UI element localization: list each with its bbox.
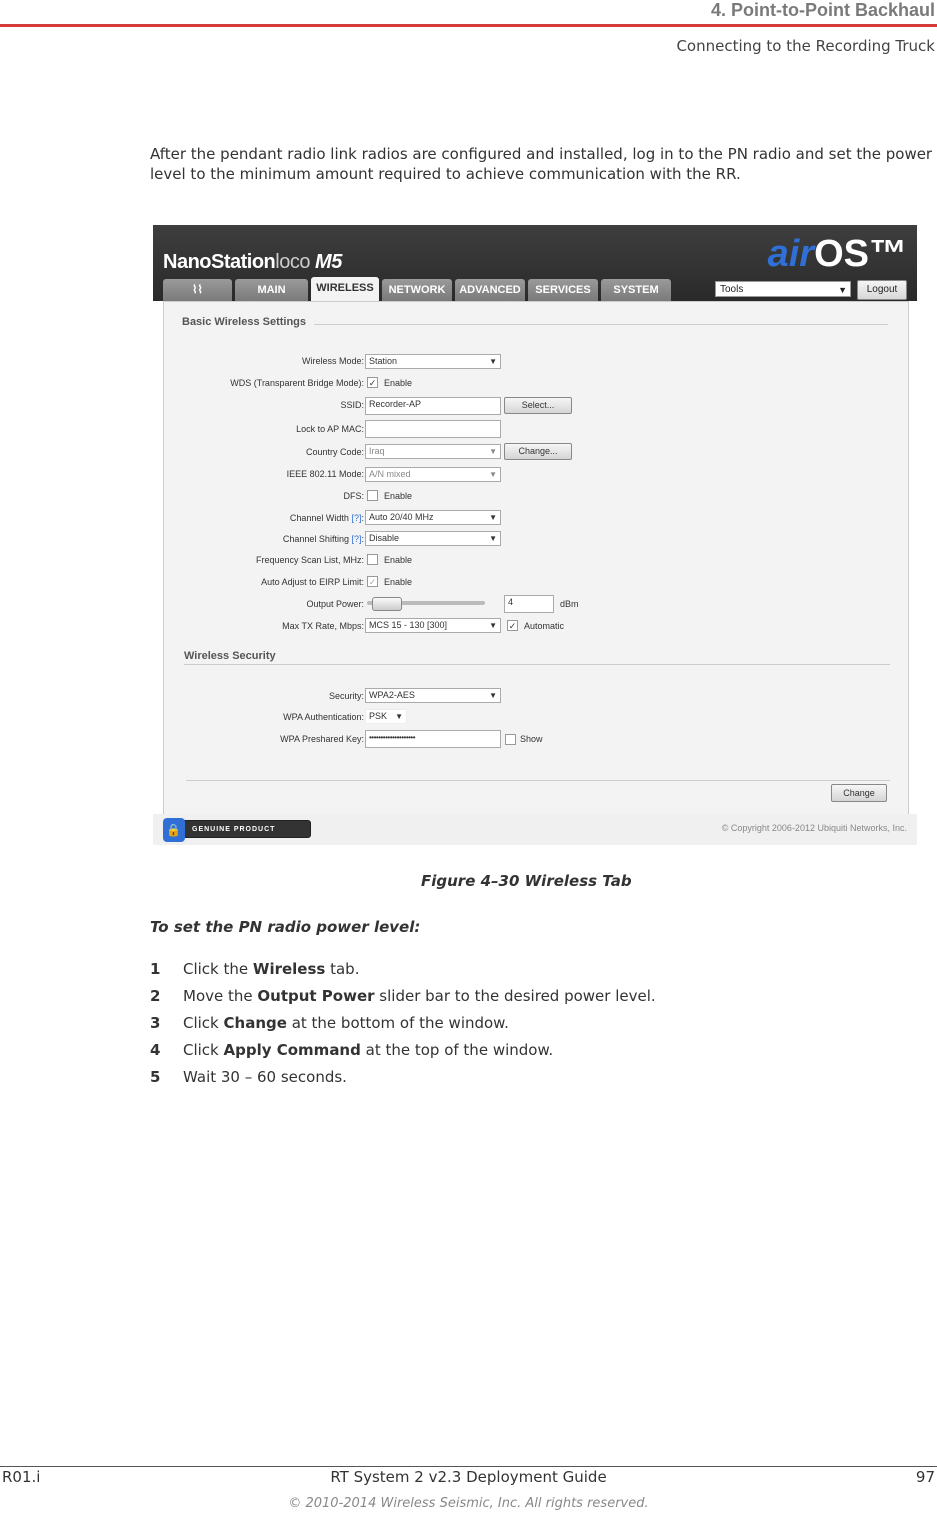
wireless-mode-select[interactable]: [365, 354, 501, 369]
lock-icon: 🔒: [163, 818, 185, 842]
section-title: Connecting to the Recording Truck: [676, 37, 935, 55]
freq-scan-label: Frequency Scan List, MHz:: [255, 555, 364, 565]
step-text-bold: Wireless: [252, 960, 326, 978]
step-text: [183, 960, 359, 978]
airos-footer: [153, 814, 917, 845]
ieee-mode-value: A/N mixed: [369, 469, 411, 479]
chapter-title: 4. Point-to-Point Backhaul: [710, 0, 935, 20]
section-divider: [184, 664, 890, 665]
brand-logo: [163, 251, 342, 274]
ssid-label: SSID:: [340, 400, 364, 410]
change-button[interactable]: Change: [831, 784, 887, 802]
dfs-label: DFS:: [343, 491, 364, 501]
wireless-security-title: Wireless Security: [184, 650, 276, 662]
max-tx-value: MCS 15 - 130 [300]: [369, 620, 448, 630]
max-tx-auto-checkbox[interactable]: ✓: [508, 621, 517, 631]
chevron-down-icon: ▼: [838, 285, 847, 295]
channel-width-value: Auto 20/40 MHz: [369, 512, 434, 522]
step-text-pre: Click the: [183, 960, 253, 978]
step-text-bold: Apply Command: [223, 1041, 361, 1059]
channel-width-text: Channel Width: [289, 513, 349, 523]
wpa-key-label: WPA Preshared Key:: [280, 734, 364, 744]
wireless-settings-panel: [163, 301, 909, 816]
chevron-down-icon: ▼: [489, 357, 497, 366]
tab-wireless[interactable]: WIRELESS: [311, 277, 379, 301]
airos-logo-air: air: [767, 233, 815, 275]
step-text-pre: Click: [183, 1041, 224, 1059]
footer-copyright: © 2010-2014 Wireless Seismic, Inc. All rights reserved.: [288, 1496, 649, 1511]
ssid-select-button[interactable]: Select...: [504, 397, 572, 414]
tab-system[interactable]: SYSTEM: [601, 279, 671, 301]
airos-logo: [768, 233, 907, 276]
channel-shifting-text: Channel Shifting: [282, 534, 349, 544]
max-tx-select[interactable]: [365, 618, 501, 633]
chevron-down-icon: ▼: [489, 534, 497, 543]
step-text-pre: Click: [183, 1014, 224, 1032]
wpa-auth-select[interactable]: [365, 709, 407, 724]
dfs-check-label: Enable: [384, 491, 413, 501]
page-number: 97: [915, 1468, 935, 1486]
step-text: [183, 1014, 509, 1032]
step-text: [183, 987, 656, 1005]
freq-scan-checkbox[interactable]: [367, 554, 378, 565]
wds-check-label: Enable: [384, 378, 413, 388]
max-tx-auto-label: Automatic: [524, 621, 565, 631]
country-value: Iraq: [369, 446, 385, 456]
step-text-post: slider bar to the desired power level.: [374, 987, 656, 1005]
auto-eirp-checkbox[interactable]: ✓: [368, 577, 377, 587]
channel-width-help: [?]: [351, 513, 362, 523]
country-label: Country Code:: [305, 447, 364, 457]
country-change-button[interactable]: Change...: [504, 443, 572, 460]
output-power-unit: dBm: [560, 599, 579, 609]
wireless-mode-label: Wireless Mode:: [301, 356, 364, 366]
basic-wireless-title: Basic Wireless Settings: [182, 316, 307, 328]
tab-network[interactable]: NETWORK: [382, 279, 452, 301]
step-number: 2: [150, 987, 161, 1005]
step-number: 1: [150, 960, 161, 978]
step-text: [183, 1068, 347, 1086]
tab-main[interactable]: MAIN: [235, 279, 308, 301]
wpa-key-show-checkbox[interactable]: [505, 734, 516, 745]
channel-shifting-help: [?]: [351, 534, 362, 544]
output-power-slider-thumb[interactable]: [372, 597, 402, 611]
tab-services[interactable]: SERVICES: [528, 279, 598, 301]
channel-width-select[interactable]: [365, 510, 501, 525]
security-select[interactable]: [365, 688, 501, 703]
step-text-post: at the bottom of the window.: [286, 1014, 509, 1032]
chevron-down-icon: ▼: [395, 712, 403, 721]
intro-paragraph: After the pendant radio link radios are configured and installed, log in to the PN radio and set the power level to the minimum amount required to achieve communication with the RR.: [150, 145, 933, 183]
ieee-mode-label: IEEE 802.11 Mode:: [286, 469, 364, 479]
wpa-auth-label: WPA Authentication:: [283, 712, 364, 722]
brand-name: NanoStation: [163, 251, 276, 273]
step-text-pre: Wait 30 – 60 seconds.: [183, 1068, 347, 1086]
chevron-down-icon: ▼: [489, 691, 497, 700]
genuine-product-badge: [165, 820, 311, 838]
step-text-post: tab.: [325, 960, 360, 978]
lock-ap-input[interactable]: [365, 420, 501, 438]
step-text-pre: Move the: [183, 987, 258, 1005]
channel-shifting-select[interactable]: [365, 531, 501, 546]
footer-revision: R01.i: [2, 1468, 41, 1486]
chevron-down-icon: ▼: [489, 513, 497, 522]
logout-button[interactable]: Logout: [857, 280, 907, 300]
country-select[interactable]: [365, 444, 501, 459]
freq-scan-check-label: Enable: [384, 555, 413, 565]
tab-ubnt-logo[interactable]: ⌇⌇: [163, 279, 232, 301]
brand-model: M5: [315, 251, 342, 273]
wpa-auth-value: PSK: [369, 711, 388, 721]
figure-caption: Figure 4–30 Wireless Tab: [421, 872, 632, 890]
output-power-input[interactable]: 4: [504, 595, 554, 613]
footer-rule: [0, 1466, 937, 1467]
step-number: 4: [150, 1041, 161, 1059]
airos-header: [153, 225, 917, 301]
tools-select[interactable]: [715, 281, 851, 297]
wds-label: WDS (Transparent Bridge Mode):: [230, 378, 364, 388]
wpa-key-show-label: Show: [520, 734, 543, 744]
tools-select-value: Tools: [720, 284, 744, 295]
footer-title: RT System 2 v2.3 Deployment Guide: [330, 1468, 607, 1486]
max-tx-label: Max TX Rate, Mbps:: [282, 621, 364, 631]
airos-logo-os: OS™: [814, 233, 907, 275]
step-text-bold: Change: [223, 1014, 287, 1032]
procedure-title: To set the PN radio power level:: [150, 918, 421, 936]
genuine-product-label: GENUINE PRODUCT: [192, 826, 276, 833]
step-text: [183, 1041, 553, 1059]
lock-ap-label: Lock to AP MAC:: [296, 424, 364, 434]
channel-shifting-value: Disable: [369, 533, 400, 543]
ieee-mode-select[interactable]: [365, 467, 501, 482]
tab-advanced[interactable]: ADVANCED: [455, 279, 525, 301]
wpa-key-input[interactable]: ••••••••••••••••••••: [365, 730, 501, 748]
section-divider: [186, 780, 890, 781]
airos-copyright: © Copyright 2006-2012 Ubiquiti Networks, Inc.: [721, 823, 907, 833]
auto-eirp-check-label: Enable: [384, 577, 413, 587]
step-number: 3: [150, 1014, 161, 1032]
security-label: Security:: [328, 691, 364, 701]
chevron-down-icon: ▼: [489, 447, 497, 456]
wireless-mode-value: Station: [369, 356, 398, 366]
ssid-input[interactable]: Recorder-AP: [365, 397, 501, 415]
chevron-down-icon: ▼: [489, 470, 497, 479]
channel-width-label: Channel Width [?]:: [289, 513, 364, 523]
step-number: 5: [150, 1068, 161, 1086]
wds-checkbox[interactable]: ✓: [368, 378, 377, 388]
header-rule: [0, 24, 937, 27]
section-divider: [314, 324, 888, 325]
wireless-tab-screenshot: [153, 225, 917, 845]
step-text-post: at the top of the window.: [360, 1041, 554, 1059]
step-text-bold: Output Power: [257, 987, 375, 1005]
auto-eirp-label: Auto Adjust to EIRP Limit:: [261, 577, 364, 587]
dfs-checkbox[interactable]: [367, 490, 378, 501]
brand-sub: loco: [275, 251, 310, 273]
chevron-down-icon: ▼: [489, 621, 497, 630]
security-value: WPA2-AES: [369, 690, 415, 700]
channel-shifting-label: Channel Shifting [?]:: [282, 534, 364, 544]
output-power-label: Output Power:: [306, 599, 364, 609]
